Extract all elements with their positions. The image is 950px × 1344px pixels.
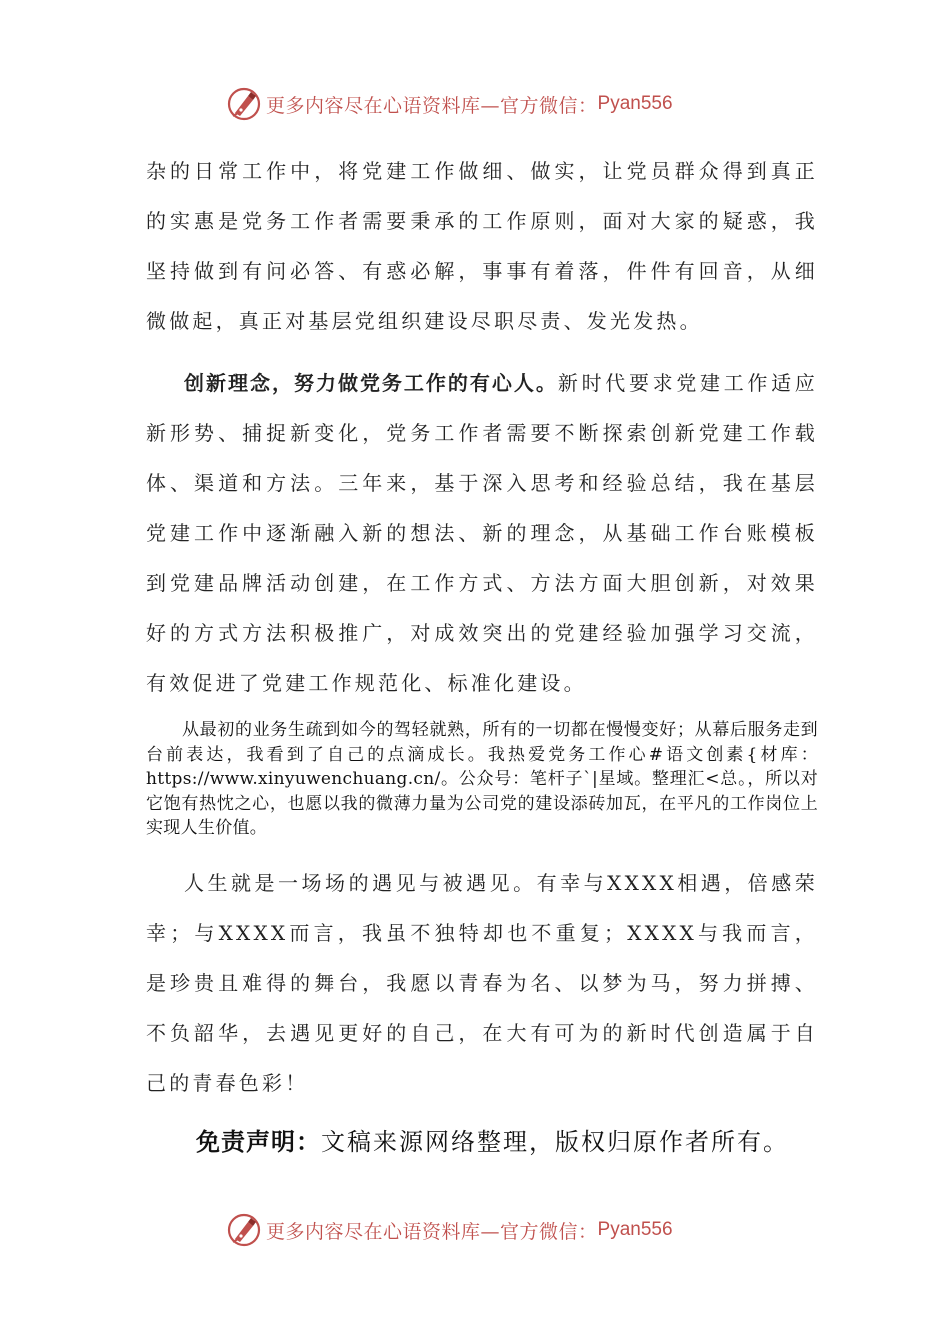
footer-banner-text: 更多内容尽在心语资料库—官方微信： <box>266 1220 598 1243</box>
pen-nib-logo-icon <box>226 86 262 122</box>
disclaimer-text: 文稿来源网络整理，版权归原作者所有。 <box>321 1128 789 1156</box>
paragraph-3: 从最初的业务生疏到如今的驾轻就熟，所有的一切都在慢慢变好；从幕后服务走到台前表达，我看到了自己的点滴成长。我热爱党务工作心#语文创素{材库：https://www.xinyuwenchuang.cn/。公众号：笔杆子`|星域。整理汇<总。，所以对它饱有热忱之心，也愿以我的微薄力量为公司党的建设添砖加瓦，在平凡的工作岗位上实现人生价值。 <box>146 720 818 838</box>
paragraph-2-lead: 创新理念，努力做党务工作的有心人。 <box>184 371 558 395</box>
header-banner <box>226 84 746 124</box>
footer-banner <box>226 1210 746 1250</box>
pen-nib-logo-icon <box>226 1212 262 1248</box>
footer-wechat-id: Pyan556 <box>597 1219 673 1240</box>
paragraph-2-body: 新时代要求党建工作适应新形势、捕捉新变化，党务工作者需要不断探索创新党建工作载体、渠道和方法。三年来，基于深入思考和经验总结，我在基层党建工作中逐渐融入新的想法、新的理念，从基础工作台账模板到党建品牌活动创建，在工作方式、方法方面大胆创新，对效果好的方式方法积极推广，对成效突出的党建经验加强学习交流，有效促进了党建工作规范化、标准化建设。 <box>146 371 818 695</box>
paragraph-4: 人生就是一场场的遇见与被遇见。有幸与XXXX相遇，倍感荣幸；与XXXX而言，我虽不独特却也不重复；XXXX与我而言，是珍贵且难得的舞台，我愿以青春为名、以梦为马，努力拼搏、不负韶华，去遇见更好的自己，在大有可为的新时代创造属于自己的青春色彩！ <box>146 871 818 1095</box>
header-banner-text: 更多内容尽在心语资料库—官方微信： <box>266 94 598 117</box>
header-wechat-id: Pyan556 <box>597 93 673 114</box>
disclaimer <box>196 1120 816 1164</box>
disclaimer-label: 免责声明： <box>196 1128 321 1156</box>
paragraph-1: 杂的日常工作中，将党建工作做细、做实，让党员群众得到真正的实惠是党务工作者需要秉承的工作原则，面对大家的疑惑，我坚持做到有问必答、有惑必解，事事有着落，件件有回音，从细微做起，真正对基层党组织建设尽职尽责、发光发热。 <box>146 159 818 333</box>
paragraph-2 <box>146 358 818 708</box>
